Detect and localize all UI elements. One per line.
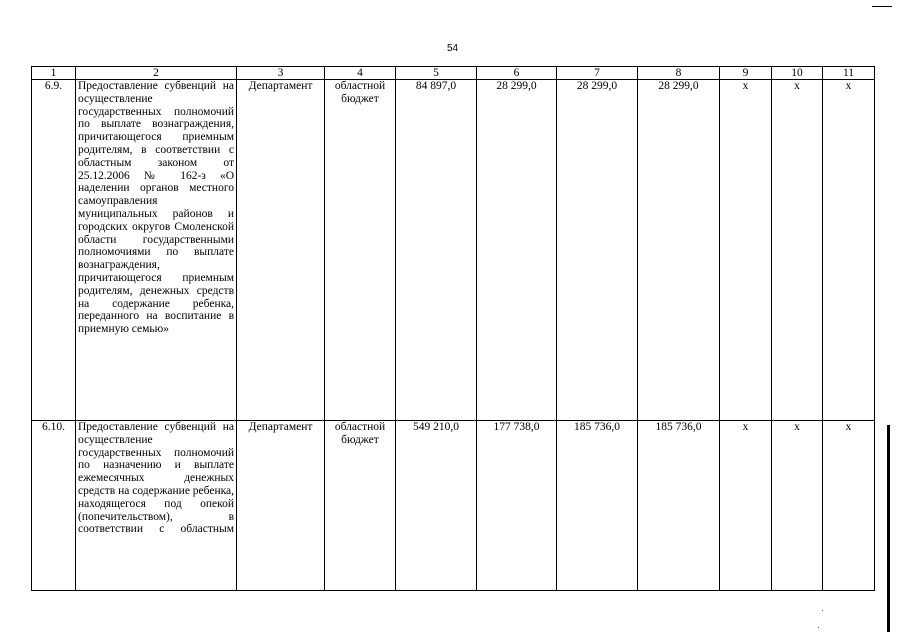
row-year-2: 28 299,0 <box>557 80 638 421</box>
header-cell: 4 <box>325 67 396 80</box>
scan-speck <box>822 610 823 611</box>
row-total: 549 210,0 <box>396 421 477 591</box>
row-year-3: 185 736,0 <box>638 421 720 591</box>
row-col-11: х <box>823 80 875 421</box>
row-col-9: х <box>720 80 772 421</box>
table-row <box>32 80 875 421</box>
row-year-3: 28 299,0 <box>638 80 720 421</box>
row-col-11: х <box>823 421 875 591</box>
row-funding-source: областной бюджет <box>325 421 396 591</box>
row-description: Предоставление субвенций на осуществление государственных полномочий по выплате вознаграждения, причитающегося приемным родителям, в соответствии с областным законом от 25.12.2006 № 162-з «О наделении органов местного самоуправления муниципальных районов и городских округов Смоленской области государственными полномочиями по выплате вознаграждения, причитающегося приемным родителям, денежных средств на содержание ребенка, переданного на воспитание в приемную семью» <box>76 80 237 421</box>
row-year-1: 177 738,0 <box>477 421 557 591</box>
header-cell: 7 <box>557 67 638 80</box>
row-funding-source: областной бюджет <box>325 80 396 421</box>
header-cell: 3 <box>237 67 325 80</box>
row-col-9: х <box>720 421 772 591</box>
page-number: 54 <box>446 43 459 54</box>
header-cell: 11 <box>823 67 875 80</box>
header-cell: 1 <box>32 67 76 80</box>
header-cell: 10 <box>772 67 823 80</box>
scan-speck <box>818 627 819 628</box>
header-cell: 5 <box>396 67 477 80</box>
row-number: 6.10. <box>32 421 76 591</box>
table-row <box>32 421 875 591</box>
row-col-10: х <box>772 80 823 421</box>
header-cell: 8 <box>638 67 720 80</box>
header-cell: 9 <box>720 67 772 80</box>
top-right-dash <box>872 6 892 7</box>
row-executor: Департамент <box>237 80 325 421</box>
row-year-1: 28 299,0 <box>477 80 557 421</box>
header-cell: 6 <box>477 67 557 80</box>
header-row <box>32 67 875 80</box>
row-col-10: х <box>772 421 823 591</box>
row-description: Предоставление субвенций на осуществление государственных полномочий по назначению и выплате ежемесячных денежных средств на содержание ребенка, находящегося под опекой (попечительством), в соответствии с областным <box>76 421 237 591</box>
row-total: 84 897,0 <box>396 80 477 421</box>
budget-table <box>31 66 875 591</box>
header-cell: 2 <box>76 67 237 80</box>
row-executor: Департамент <box>237 421 325 591</box>
row-year-2: 185 736,0 <box>557 421 638 591</box>
scan-edge-bar <box>887 425 890 632</box>
row-number: 6.9. <box>32 80 76 421</box>
